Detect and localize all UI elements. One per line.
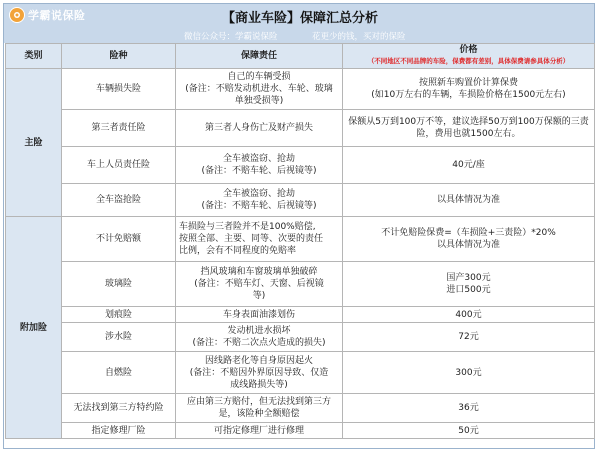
price-line: 以具体情况为准 (436, 195, 500, 205)
price-line: 国产300元 (446, 273, 491, 283)
price-line: (如10万左右的车辆，车损险价格在1500元左右) (371, 90, 566, 100)
group-main: 主险 (6, 69, 62, 217)
row-coverage (176, 110, 343, 147)
row-type: 车辆损失险 (62, 69, 176, 110)
table-row (6, 69, 595, 110)
row-type: 车上人员责任险 (62, 147, 176, 184)
row-coverage (176, 262, 343, 307)
row-price (343, 217, 595, 262)
row-type: 不计免赔额 (62, 217, 176, 262)
table-header-row (6, 44, 595, 69)
coverage-line: (备注：不赔车轮、后视镜等) (201, 166, 317, 176)
coverage-line: 自己的车辆受损 (227, 72, 291, 82)
table-row (6, 307, 595, 323)
price-line: 进口500元 (446, 285, 491, 295)
row-coverage (176, 307, 343, 323)
row-type: 涉水险 (62, 323, 176, 352)
table-row (6, 423, 595, 439)
row-coverage (176, 69, 343, 110)
row-price (343, 423, 595, 439)
header-type: 险种 (62, 44, 176, 69)
row-price (343, 394, 595, 423)
coverage-line: 因线路老化等自身原因起火 (204, 355, 313, 366)
row-type: 无法找到第三方特约险 (62, 394, 176, 423)
coverage-line: 比例，会有不同程度的免赔率 (179, 246, 297, 256)
coverage-line: 可指定修理厂进行修理 (213, 425, 304, 436)
price-line: 36元 (458, 403, 479, 413)
price-line: 险，费用也就1500左右。 (416, 129, 521, 139)
row-price (343, 69, 595, 110)
row-type: 划痕险 (62, 307, 176, 323)
coverage-line: 挡风玻璃和车窗玻璃单独破碎 (200, 267, 318, 277)
row-price (343, 352, 595, 394)
row-type: 第三者责任险 (62, 110, 176, 147)
coverage-line: 全车被盗窃、抢劫 (222, 154, 295, 164)
price-line: 以具体情况为准 (436, 240, 500, 250)
coverage-line: 全车被盗窃、抢劫 (222, 189, 295, 199)
row-type: 玻璃险 (62, 262, 176, 307)
logo-text: 学霸说保险 (28, 9, 86, 22)
price-line: 50元 (458, 425, 479, 436)
coverage-line: 是，该险种全额赔偿 (218, 409, 300, 419)
table-row (6, 352, 595, 394)
coverage-line: 单独受损等) (234, 96, 284, 106)
coverage-line: (备注：不赔车轮、后视镜等) (201, 201, 317, 211)
price-line: 按照新车购置价计算保费 (418, 78, 518, 88)
row-type: 全车盗抢险 (62, 184, 176, 217)
coverage-line: (备注：不赔车灯、天窗、后视镜 (194, 279, 324, 289)
header-category: 类别 (6, 44, 62, 69)
header-price (343, 44, 595, 69)
group-additional: 附加险 (6, 217, 62, 439)
table-row (6, 394, 595, 423)
coverage-line: 按照全部、主要、同等、次要的责任 (179, 234, 324, 244)
row-coverage (176, 184, 343, 217)
coverage-line: (备注：不赔因外界原因导致、仅造 (189, 367, 329, 378)
row-coverage (176, 217, 343, 262)
row-price (343, 307, 595, 323)
header-coverage: 保障责任 (176, 44, 343, 69)
row-coverage (176, 394, 343, 423)
row-coverage (176, 147, 343, 184)
coverage-line: (备注：不赔发动机进水、车轮、玻璃 (185, 84, 333, 94)
header-price-label: 价格 (459, 45, 478, 55)
coverage-line: 车损险与三者险并不是100%赔偿, (179, 222, 316, 232)
price-line: 保额从5万到100万不等，建议选择50万到100万保额的三责 (348, 117, 589, 127)
row-coverage (176, 352, 343, 394)
row-coverage (176, 323, 343, 352)
coverage-line: (备注：不赔二次点火造成的损失) (192, 338, 326, 348)
row-coverage (176, 423, 343, 439)
row-type: 自燃险 (62, 352, 176, 394)
row-price (343, 262, 595, 307)
subtitle-slogan: 花更少的钱，买对的保险 (312, 32, 406, 42)
coverage-line: 等) (252, 291, 266, 301)
table-row (6, 184, 595, 217)
row-price (343, 110, 595, 147)
coverage-line: 第三者人身伤亡及财产损失 (204, 123, 313, 133)
row-type: 指定修理厂险 (62, 423, 176, 439)
row-price (343, 323, 595, 352)
coverage-line: 车身表面油漆划伤 (222, 309, 295, 320)
coverage-line: 应由第三方赔付，但无法找到第三方 (186, 397, 331, 407)
coverage-line: 成线路损失等) (230, 379, 288, 390)
page-title: 【商业车险】保障汇总分析 (221, 11, 378, 26)
row-price (343, 147, 595, 184)
price-line: 40元/座 (452, 160, 485, 170)
header-price-note: （不同地区不同品牌的车险，保费都有差别，具体保费请参具体分析） (367, 57, 570, 65)
coverage-table (5, 43, 595, 439)
price-line: 400元 (455, 309, 482, 320)
row-price (343, 184, 595, 217)
table-row (6, 323, 595, 352)
table-row (6, 217, 595, 262)
price-line: 300元 (455, 367, 482, 378)
table-row (6, 110, 595, 147)
table-row (6, 147, 595, 184)
coverage-line: 发动机进水损坏 (227, 326, 291, 336)
price-line: 72元 (458, 332, 479, 342)
table-row (6, 262, 595, 307)
subtitle-wechat: 微信公众号：学霸说保险 (184, 32, 278, 42)
price-line: 不计免赔险保费=（车损险+三责险）*20% (381, 228, 556, 238)
